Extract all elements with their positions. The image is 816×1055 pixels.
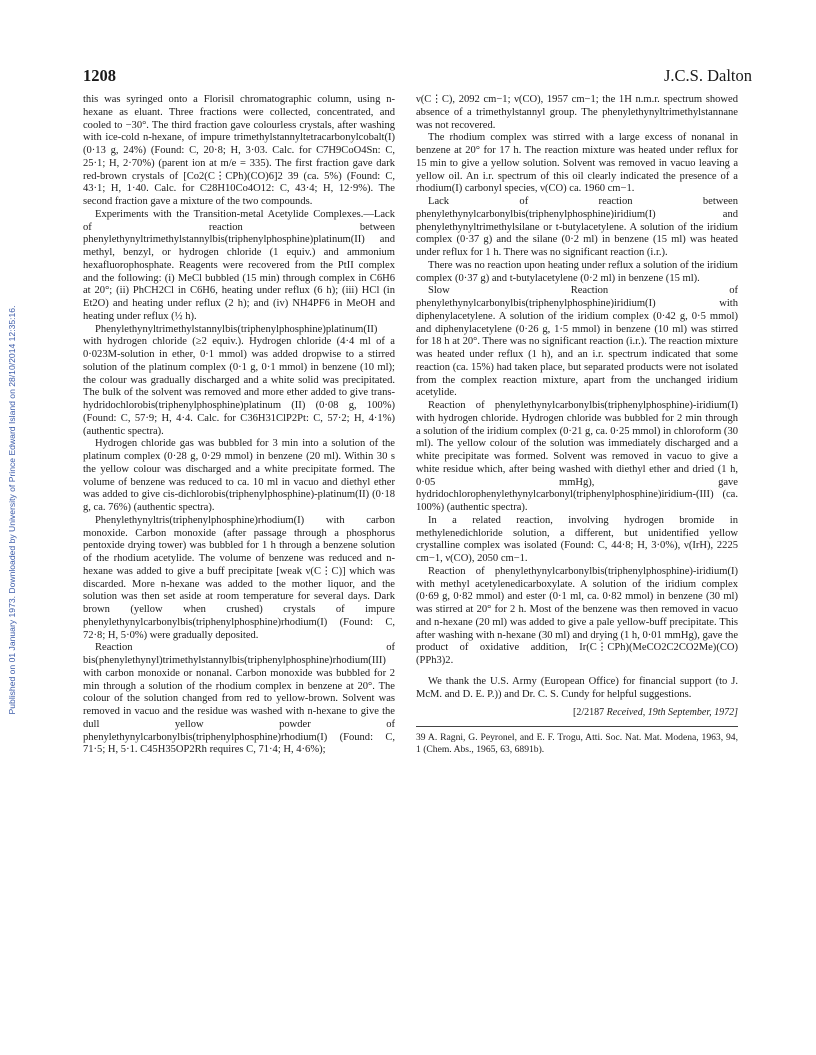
- footnote-rule: [416, 726, 738, 727]
- right-column: [416, 94, 738, 755]
- paragraph: Slow Reaction of phenylethynylcarbonylbis(triphenylphosphine)iridium(I) with diphenylacetylene. A solution of the iridium complex (0·42 g, 0·5 mmol) and diphenylacetylene (0·26 g, 1·5 mmol) in benzene (10 ml) was stirred for 18 h at 20°. There was no significant reaction (i.r.). The reaction mixture was heated under reflux (1 h), and an i.r. spectrum indicated that some reaction (ca. 15%) had taken place, but separated products were not isolated from the complex reaction mixture, apart from the unchanged iridium acetylide.: [416, 285, 738, 399]
- paragraph: There was no reaction upon heating under reflux a solution of the iridium complex (0·37 g) and t-butylacetylene (0·2 ml) in benzene (15 ml).: [416, 259, 738, 284]
- manuscript-ref: [2/2187: [573, 707, 605, 719]
- left-column: [83, 94, 395, 757]
- paragraph: In a related reaction, involving hydrogen bromide in methylenedichloride solution, a different, but unidentified yellow crystalline complex was isolated (Found: C, 44·8; H, 3·0%), ν(IrH), 2225 cm−1, ν(CO), 2050 cm−1.: [416, 514, 738, 564]
- paragraph: Phenylethynyltrimethylstannylbis(triphenylphosphine)platinum(II) with hydrogen chloride (≥2 equiv.). Hydrogen chloride (4·4 ml of a 0·023M-solution in ether, 0·1 mmol) was added dropwise to a stirred solution of the platinum complex (0·1 g, 0·1 mmol) in benzene (10 ml); the colour was gradually discharged and a white solid was precipitated. The bulk of the solvent was removed and more ether added to give trans-hydridochlorobis(triphenylphosphine)platinum (II) (0·08 g, 100%) (Found: C, 57·9; H, 4·4. Calc. for C36H31ClP2Pt: C, 57·2; H, 4·1%) (authentic spectra).: [83, 323, 395, 437]
- received-text: Received, 19th September, 1972]: [606, 707, 738, 719]
- paragraph: Reaction of bis(phenylethynyl)trimethylstannylbis(triphenylphosphine)rhodium(III) with carbon monoxide or nonanal. Carbon monoxide was bubbled for 2 min through a solution of the rhodium complex in benzene at 20°. The colour of the solution changed from red to yellow-brown. Solvent was removed in vacuo and the residue was washed with n-hexane to give the dull yellow powder of phenylethynylcarbonylbis(triphenylphosphine)rhodium(I) (Found: C, 71·5; H, 5·1. C45H35OP2Rh requires C, 71·4; H, 4·6%);: [83, 642, 395, 756]
- paragraph: Experiments with the Transition-metal Acetylide Complexes.—Lack of reaction between phenylethynyltrimethylstannylbis(triphenylphosphine)platinum(II) and methyl, benzyl, or hydrogen chloride (1 equiv.) and ammonium hexafluorophosphate. Reagents were recovered from the PtII complex and the following: (i) MeCl bubbled (15 min) through complex in C6H6 at 20°; (ii) PhCH2Cl in C6H6, heating under reflux (6 h); (iii) HCl (in Et2O) and heating under reflux (2 h); and (iv) NH4PF6 in MeOH and heating under reflux (½ h).: [83, 208, 395, 322]
- page-header: [83, 66, 752, 88]
- journal-name: J.C.S. Dalton: [663, 66, 752, 85]
- paragraph: ν(C⋮C), 2092 cm−1; ν(CO), 1957 cm−1; the 1H n.m.r. spectrum showed absence of a trimethylstannyl group. The phenylethynyltrimethylstannane was not recovered.: [416, 94, 738, 131]
- page-number: 1208: [83, 66, 116, 85]
- paragraph: The rhodium complex was stirred with a large excess of nonanal in benzene at 20° for 17 h. The reaction mixture was heated under reflux for 15 min to give a yellow solution. Solvent was removed in vacuo leaving a yellow oil. An i.r. spectrum of this oil clearly indicated the presence of a rhodium(I) carbonyl species, ν(CO) ca. 1960 cm−1.: [416, 132, 738, 195]
- paragraph: Lack of reaction between phenylethynylcarbonylbis(triphenylphosphine)iridium(I) and phenylethynyltrimethylsilane or t-butylacetylene. A solution of the iridium complex (0·37 g) and the silane (0·2 ml) in benzene (15 ml) was heated under reflux for 1 h. There was no significant reaction (i.r.).: [416, 196, 738, 258]
- acknowledgement: We thank the U.S. Army (European Office) for financial support (to J. McM. and D. E. P.)) and Dr. C. S. Cundy for helpful suggestions.: [416, 675, 738, 700]
- paragraph: Hydrogen chloride gas was bubbled for 3 min into a solution of the platinum complex (0·28 g, 0·29 mmol) in benzene (20 ml). Within 30 s the yellow colour was discharged and a white precipitate formed. The volume of benzene was reduced to ca. 10 ml in vacuo and diethyl ether was added to give cis-dichlorobis(triphenylphosphine)-platinum(II) (0·18 g, ca. 76%) (authentic spectra).: [83, 438, 395, 513]
- paragraph: Reaction of phenylethynylcarbonylbis(triphenylphosphine)-iridium(I) with methyl acetylenedicarboxylate. A solution of the iridium complex (0·69 g, 0·82 mmol) and ester (0·1 ml, ca. 0·82 mmol) in benzene (30 ml) was stirred at 20° for 2 h. Most of the benzene was then removed in vacuo and n-hexane (20 ml) was added to give a pale yellow-buff precipitate. This after washing with n-hexane (30 ml) and drying (1 h, 0·01 mmHg), gave the product of oxidative addition, Ir(C⋮CPh)(MeCO2C2CO2Me)(CO)(PPh3)2.: [416, 565, 738, 666]
- footnote: 39 A. Ragni, G. Peyronel, and E. F. Trogu, Atti. Soc. Nat. Mat. Modena, 1963, 94, 1 (Chem. Abs., 1965, 63, 6891b).: [416, 732, 738, 755]
- received-date: [416, 707, 738, 720]
- paragraph: this was syringed onto a Florisil chromatographic column, using n-hexane as eluant. Three fractions were collected, concentrated, and cooled to −30°. The third fraction gave colourless crystals, after washing with ice-cold n-hexane, of impure trimethylstannyltetracarbonylcobalt(I) (0·13 g, 24%) (Found: C, 20·8; H, 3·03. Calc. for C7H9CoO4Sn: C, 25·1; H, 2·70%) (parent ion at m/e = 335). The first fraction gave dark red-brown crystals of [Co2(C⋮CPh)(CO)6]2 39 (ca. 5%) (Found: C, 43·1; H, 1·40. Calc. for C28H10Co4O12: C, 43·4; H, 12·9%). The second fraction gave a mixture of the two compounds.: [83, 94, 395, 207]
- paragraph: Phenylethynyltris(triphenylphosphine)rhodium(I) with carbon monoxide. Carbon monoxide (after passage through a phosphorus pentoxide drying tower) was bubbled for 1 h through a benzene solution of the rhodium acetylide. The volume of benzene was reduced and n-hexane was added to give a buff precipitate [weak ν(C⋮C)] which was discarded. More n-hexane was added to the mother liquor, and the solution was then set aside at room temperature for several days. Dark brown (yellow when crushed) crystals of impure phenylethynylcarbonylbis(triphenylphosphine)rhodium(I) (Found: C, 72·8; H, 5·0%) were gradually deposited.: [83, 514, 395, 641]
- download-notice: Published on 01 January 1973. Downloaded by University of Prince Edward Island on 28/10/2014 12:35:16.: [7, 305, 17, 715]
- paragraph: Reaction of phenylethynylcarbonylbis(triphenylphosphine)-iridium(I) with hydrogen chloride. Hydrogen chloride was bubbled for 2 min through a solution of the iridium complex (0·21 g, ca. 0·25 mmol) in chloroform (30 ml). The yellow colour of the solution was immediately discharged and a white precipitate was formed. Solvent was removed in vacuo to give a white residue which, after being washed with diethyl ether and dried (1 h, 0·05 mmHg), gave hydridochlorophenylethynylcarbonyl(triphenylphosphine)iridium-(III) (ca. 100%) (authentic spectra).: [416, 400, 738, 513]
